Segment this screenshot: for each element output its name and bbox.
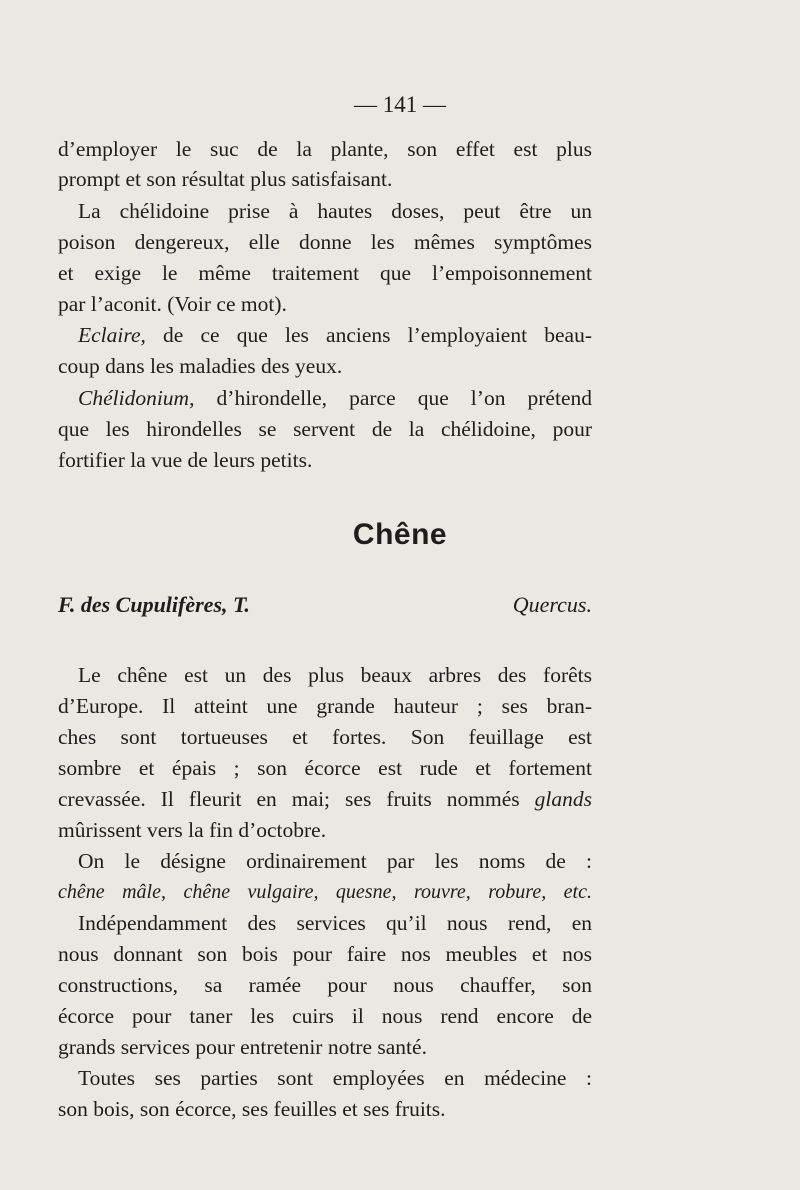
text-line: nous donnant son bois pour faire nos meubles et nos [58, 942, 592, 966]
text-line: Chélidonium, d’hirondelle, parce que l’on prétend [78, 386, 592, 410]
text-line: que les hirondelles se servent de la chélidoine, pour [58, 417, 592, 441]
text-line: mûrissent vers la fin d’octobre. [58, 818, 327, 842]
text-line: crevassée. Il fleurit en mai; ses fruits nommés glands [58, 787, 592, 811]
text-line: Indépendamment des services qu’il nous rend, en [78, 911, 592, 935]
text-line: La chélidoine prise à hautes doses, peut être un [78, 199, 592, 223]
text-line: par l’aconit. (Voir ce mot). [58, 292, 287, 316]
text-line: poison dengereux, elle donne les mêmes symptômes [58, 230, 592, 254]
text-line: d’Europe. Il atteint une grande hauteur ; ses bran- [58, 694, 592, 718]
text-line: et exige le même traitement que l’empoisonnement [58, 261, 592, 285]
text-line: son bois, son écorce, ses feuilles et ses fruits. [58, 1097, 446, 1121]
text-line: écorce pour taner les cuirs il nous rend encore de [58, 1004, 592, 1028]
text-line: Eclaire, de ce que les anciens l’employaient beau- [78, 323, 592, 347]
text-line: sombre et épais ; son écorce est rude et fortement [58, 756, 592, 780]
text-line: Toutes ses parties sont employées en médecine : [78, 1066, 592, 1090]
text-line: Le chêne est un des plus beaux arbres des forêts [78, 663, 592, 687]
section-heading: Chêne [352, 518, 448, 551]
text-line: fortifier la vue de leurs petits. [58, 448, 313, 472]
text-line: grands services pour entretenir notre santé. [58, 1035, 427, 1059]
text-line: ches sont tortueuses et fortes. Son feuillage est [58, 725, 592, 749]
italic-term: Chélidonium, [78, 386, 195, 410]
botanical-family: F. des Cupulifères, T. [58, 592, 250, 617]
text-line: On le désigne ordinairement par les noms de : [78, 849, 592, 873]
italic-term: glands [534, 787, 592, 811]
text-line: coup dans les maladies des yeux. [58, 354, 343, 378]
synonyms-line: chêne mâle, chêne vulgaire, quesne, rouvre, robure, etc. [58, 881, 592, 903]
text-line: prompt et son résultat plus satisfaisant. [58, 167, 393, 191]
text-line: d’employer le suc de la plante, son effet est plus [58, 137, 592, 161]
italic-term: Eclaire, [78, 323, 146, 347]
latin-name: Quercus. [512, 592, 592, 617]
page-number: — 141 — [354, 92, 446, 117]
text-line: constructions, sa ramée pour nous chauffer, son [58, 973, 592, 997]
